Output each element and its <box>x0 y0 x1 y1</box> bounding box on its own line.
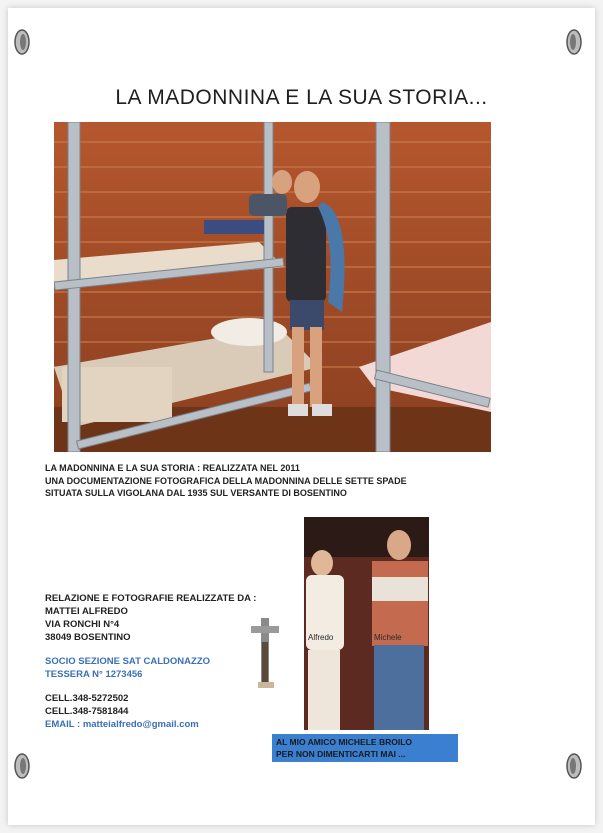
photo-label-right: Michele <box>374 633 402 642</box>
clip-icon <box>14 28 30 56</box>
main-photo <box>54 122 491 452</box>
dedication-line: AL MIO AMICO MICHELE BROILO <box>276 737 412 747</box>
author-city: 38049 BOSENTINO <box>45 632 131 643</box>
intro-line: LA MADONNINA E LA SUA STORIA : REALIZZATA NEL 2011 <box>45 463 300 473</box>
clip-icon <box>566 752 582 780</box>
dedication-box <box>272 734 458 762</box>
author-street: VIA RONCHI N°4 <box>45 619 120 630</box>
photo-label-left: Alfredo <box>308 633 334 642</box>
clip-icon <box>14 752 30 780</box>
friends-photo <box>304 517 429 730</box>
phone-2: CELL.348-7581844 <box>45 706 129 717</box>
dedication-line: PER NON DIMENTICARTI MAI ... <box>276 749 406 759</box>
cross-icon <box>248 612 282 690</box>
intro-line: UNA DOCUMENTAZIONE FOTOGRAFICA DELLA MADONNINA DELLE SETTE SPADE <box>45 475 407 486</box>
email-link[interactable]: EMAIL : matteialfredo@gmail.com <box>45 719 199 730</box>
page-title: LA MADONNINA E LA SUA STORIA... <box>115 86 488 109</box>
phone-1: CELL.348-5272502 <box>45 693 129 704</box>
credits-heading: RELAZIONE E FOTOGRAFIE REALIZZATE DA : <box>45 593 257 604</box>
clip-icon <box>566 28 582 56</box>
club-membership: SOCIO SEZIONE SAT CALDONAZZO <box>45 656 211 667</box>
author-name: MATTEI ALFREDO <box>45 606 128 617</box>
intro-line: SITUATA SULLA VIGOLANA DAL 1935 SUL VERSANTE DI BOSENTINO <box>45 488 347 498</box>
membership-card: TESSERA N° 1273456 <box>45 669 143 680</box>
intro-text <box>45 462 465 500</box>
